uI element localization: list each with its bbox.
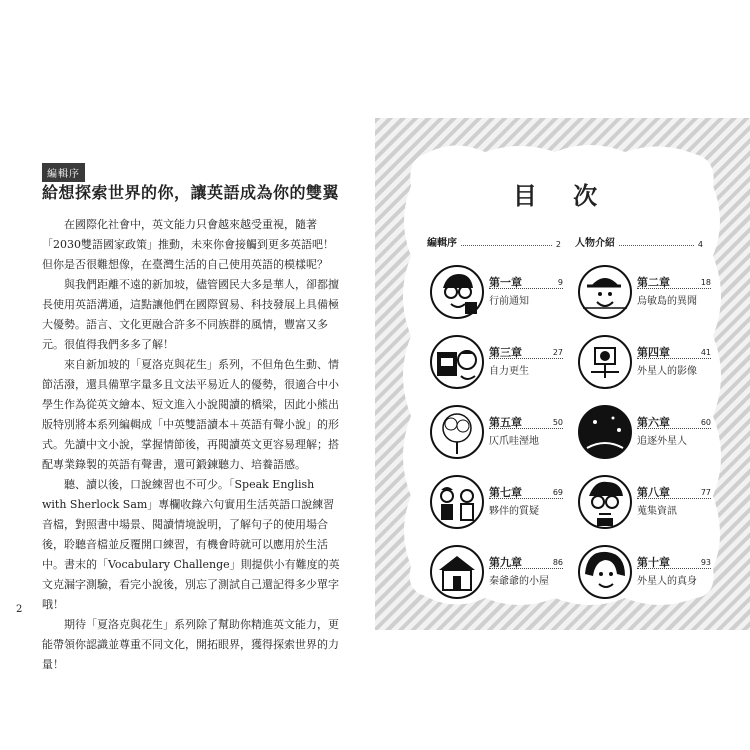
- preface-body: [42, 215, 342, 675]
- preface-paragraph: 來自新加坡的「夏洛克與花生」系列，不但角色生動、情節活潑，還具備單字量多且文法平易近人的優勢，很適合中小學生作為從英文繪本、短文進入小說閱讀的橋梁，因此小熊出版特別將本系列編輯成「中英雙語讀本＋英語有聲小說」的形式。先讀中文小說，掌握情節後，再閱讀英文更容易理解；搭配專業錄製的英語有聲書，還可鍛鍊聽力、培養語感。: [42, 358, 339, 471]
- chapter-6[interactable]: [577, 404, 713, 462]
- chapter-page: 27: [552, 348, 563, 357]
- dot-leader: [637, 498, 711, 499]
- chapter-9[interactable]: [429, 544, 565, 602]
- toc-entry-title: 人物介紹: [575, 238, 615, 249]
- dot-leader: [489, 498, 563, 499]
- chapter-number: 第六章: [637, 416, 670, 429]
- chapter-4[interactable]: [577, 334, 713, 392]
- toc-entry-characters[interactable]: [575, 234, 703, 249]
- dot-leader: [489, 568, 563, 569]
- chapter-page: 50: [552, 418, 563, 427]
- dot-leader: [461, 245, 552, 246]
- chapter-title: 追逐外星人: [637, 436, 687, 447]
- dot-leader: [637, 288, 711, 289]
- dot-leader: [637, 358, 711, 359]
- chapter-title: 夥伴的質疑: [489, 506, 539, 517]
- chapter-title: 外星人的真身: [637, 576, 697, 587]
- toc-entry-page: 2: [555, 240, 561, 249]
- chapter-number: 第三章: [489, 346, 522, 359]
- kids-group-icon: [429, 474, 485, 530]
- preface-paragraph: 與我們距離不遠的新加坡，儘管國民大多是華人，卻都擅長使用英語溝通，這點讓他們在國際貿易、科技發展上具備極大優勢。語言、文化更融合許多不同族群的風情，豐富又多元。很值得我們多多了解！: [42, 278, 339, 351]
- preface-label: 編輯序: [42, 163, 85, 182]
- girl-face-icon: [577, 544, 633, 600]
- chapter-number: 第七章: [489, 486, 522, 499]
- chapter-title: 行前通知: [489, 296, 529, 307]
- preface-paragraph: 在國際化社會中，英文能力只會越來越受重視，隨著「2030雙語國家政策」推動，未來你會接觸到更多英語吧！但你是否很難想像，在臺灣生活的自己使用英語的模樣呢？: [42, 218, 334, 271]
- chapter-number: 第一章: [489, 276, 522, 289]
- chapter-number: 第十章: [637, 556, 670, 569]
- preface-paragraph: 期待「夏洛克與花生」系列除了幫助你精進英文能力，更能帶領你認識並尊重不同文化，開拓眼界，獲得探索世界的力量！: [42, 618, 339, 671]
- chapter-page: 77: [700, 488, 711, 497]
- hut-icon: [429, 544, 485, 600]
- dot-leader: [489, 358, 563, 359]
- chapter-1[interactable]: [429, 264, 565, 322]
- chapter-page: 60: [700, 418, 711, 427]
- wetland-tree-icon: [429, 404, 485, 460]
- night-scene-icon: [577, 404, 633, 460]
- chapter-10[interactable]: [577, 544, 713, 602]
- camera-robot-icon: [577, 334, 633, 390]
- chapter-title: 自力更生: [489, 366, 529, 377]
- boy-cap-icon: [577, 264, 633, 320]
- chapter-title: 外星人的影像: [637, 366, 697, 377]
- chapter-2[interactable]: [577, 264, 713, 322]
- chapter-8[interactable]: [577, 474, 713, 532]
- chapter-title: 仄爪哇溼地: [489, 436, 539, 447]
- chapter-page: 9: [557, 278, 563, 287]
- boy-glasses-icon: [429, 264, 485, 320]
- toc-entry-page: 4: [697, 240, 703, 249]
- toc-entry-title: 編輯序: [427, 238, 457, 249]
- preface-title: 給想探索世界的你，讓英語成為你的雙翼: [42, 183, 340, 202]
- chapter-number: 第四章: [637, 346, 670, 359]
- chapter-title: 蒐集資訊: [637, 506, 677, 517]
- chapter-number: 第九章: [489, 556, 522, 569]
- chapter-number: 第八章: [637, 486, 670, 499]
- toc-panel: [395, 136, 729, 614]
- chapter-5[interactable]: [429, 404, 565, 462]
- chapter-title: 烏敏島的異聞: [637, 296, 697, 307]
- chapter-7[interactable]: [429, 474, 565, 532]
- robot-group-icon: [429, 334, 485, 390]
- dot-leader: [489, 288, 563, 289]
- right-page: [375, 118, 750, 630]
- chapter-page: 69: [552, 488, 563, 497]
- dot-leader: [637, 568, 711, 569]
- toc-title: 目 次: [512, 182, 612, 210]
- chapter-page: 18: [700, 278, 711, 287]
- dot-leader: [637, 428, 711, 429]
- chapter-number: 第二章: [637, 276, 670, 289]
- boy-glasses-icon: [577, 474, 633, 530]
- page-number: 2: [16, 604, 23, 615]
- chapter-page: 41: [700, 348, 711, 357]
- chapter-page: 86: [552, 558, 563, 567]
- chapter-3[interactable]: [429, 334, 565, 392]
- chapter-page: 93: [700, 558, 711, 567]
- toc-entry-preface[interactable]: [427, 234, 561, 249]
- chapter-title: 秦爺爺的小屋: [489, 576, 549, 587]
- dot-leader: [619, 245, 694, 246]
- preface-paragraph: 聽、讀以後，口說練習也不可少。「Speak English with Sherlock Sam」專欄收錄六句實用生活英語口說練習音檔，對照書中場景、閱讀情境說明，了解句子的使用場合後，聆聽音檔並反覆開口練習，有機會時就可以應用於生活中。書末的「Vocabulary Challenge」則提供小有難度的英文克漏字測驗，看完小說後，別忘了測試自己還記得多少單字哦！: [42, 478, 340, 611]
- dot-leader: [489, 428, 563, 429]
- chapter-number: 第五章: [489, 416, 522, 429]
